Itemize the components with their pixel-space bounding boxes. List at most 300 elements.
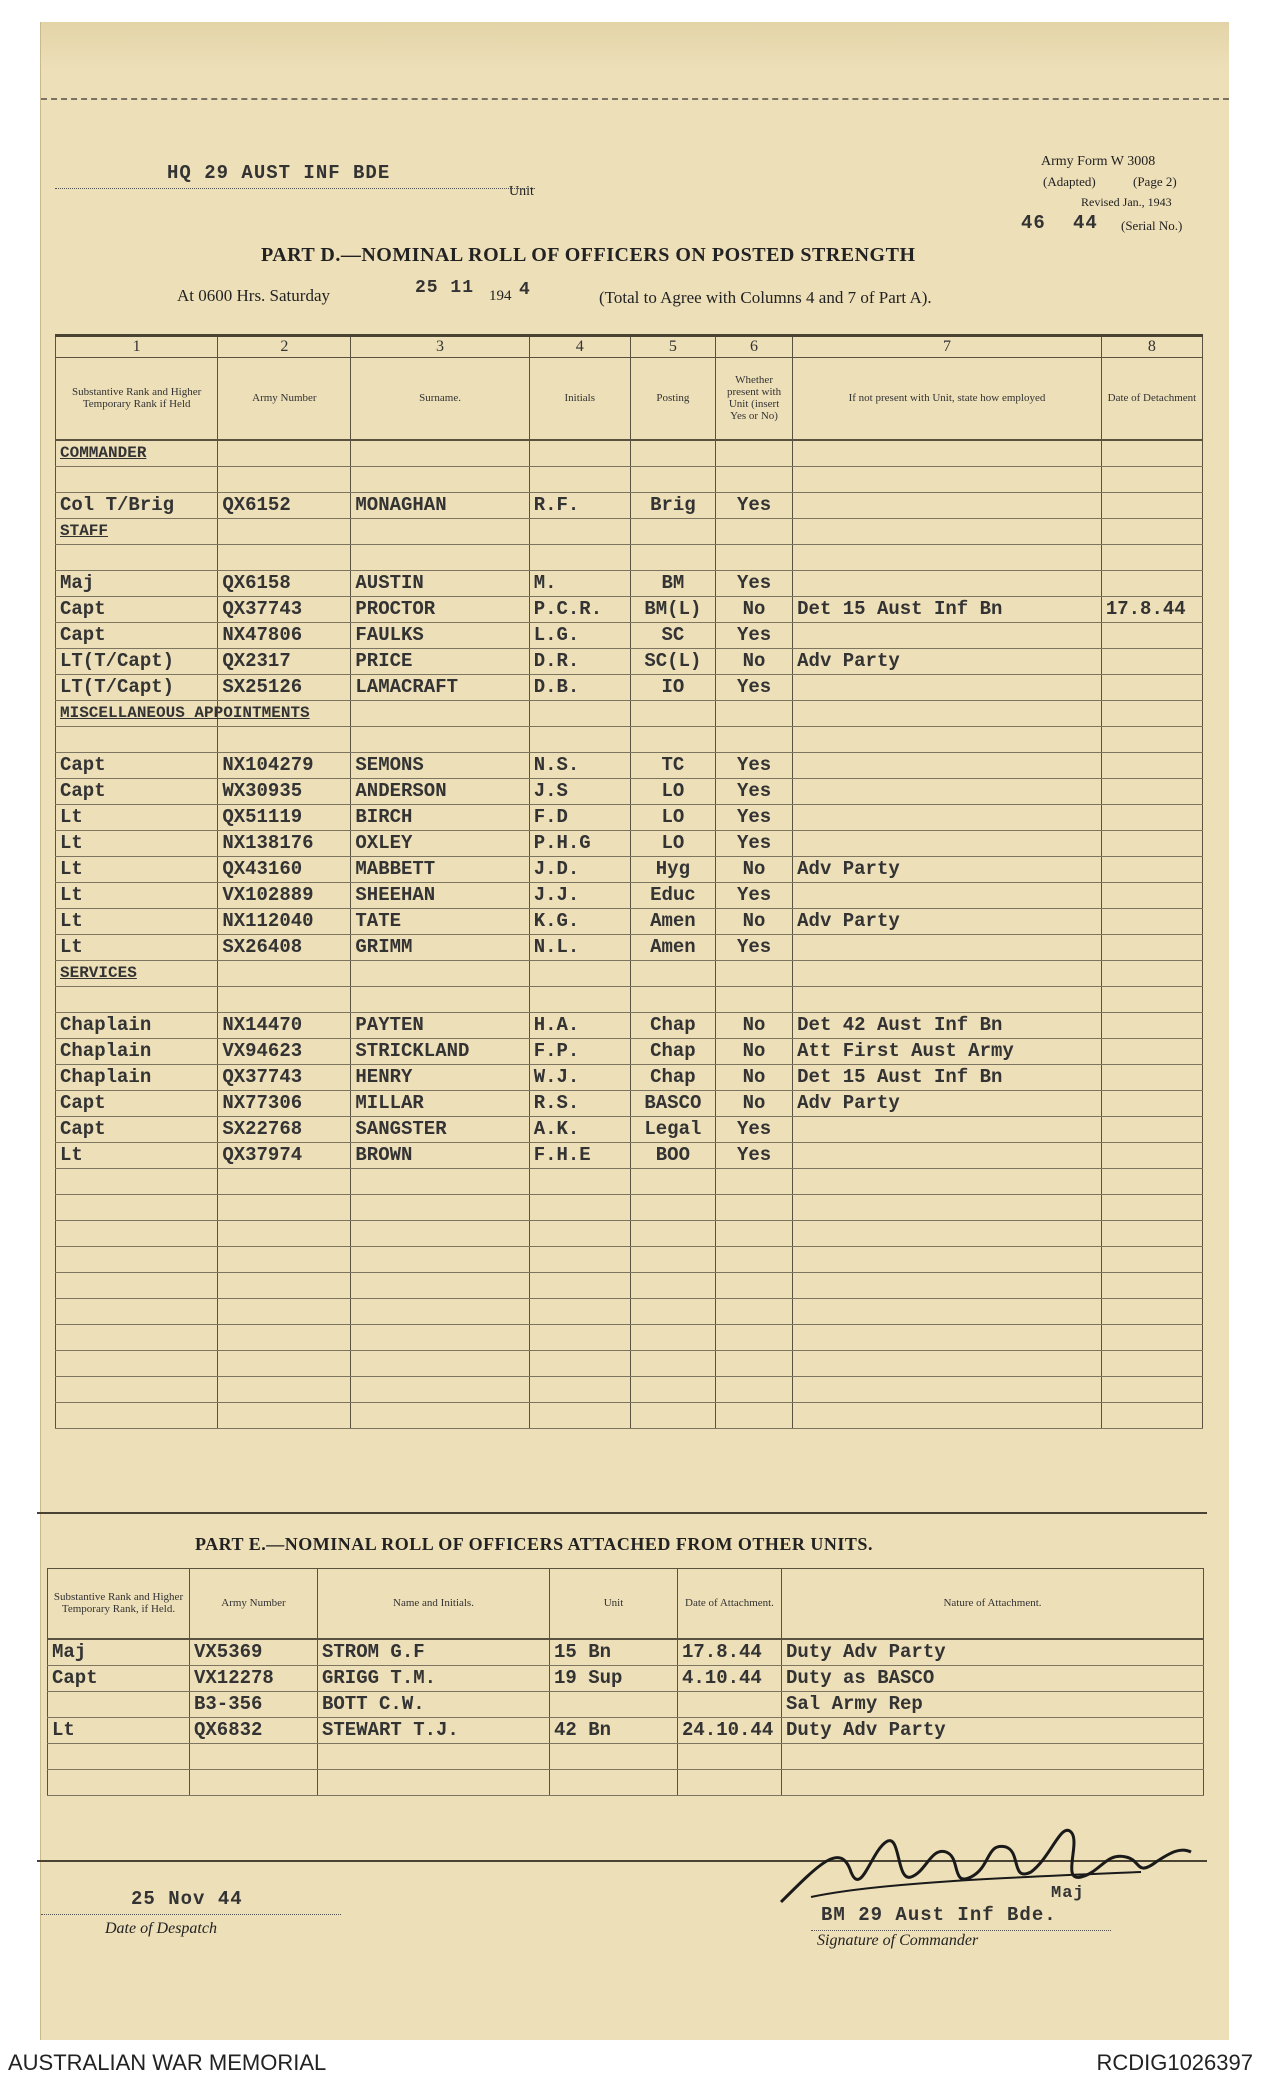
table-cell: LO (630, 804, 715, 830)
table-row (56, 986, 1203, 1012)
serial-number: 46 (1021, 212, 1046, 234)
table-cell: Capt (56, 622, 218, 648)
table-row (56, 648, 1203, 674)
table-cell (529, 1194, 630, 1220)
table-cell: GRIMM (351, 934, 529, 960)
table-row (56, 908, 1203, 934)
table-row (48, 1717, 1204, 1743)
table-cell (218, 726, 351, 752)
table-cell: NX138176 (218, 830, 351, 856)
table-cell (793, 804, 1102, 830)
table-cell: NX104279 (218, 752, 351, 778)
table-cell: Capt (48, 1665, 190, 1691)
table-cell (351, 1246, 529, 1272)
table-cell (793, 622, 1102, 648)
table-cell (793, 1220, 1102, 1246)
table-row (56, 726, 1203, 752)
table-cell: Capt (56, 596, 218, 622)
table-cell: Lt (56, 856, 218, 882)
table-cell: TATE (351, 908, 529, 934)
table-cell (1101, 1064, 1202, 1090)
table-cell: Det 15 Aust Inf Bn (793, 596, 1102, 622)
table-cell: QX2317 (218, 648, 351, 674)
table-cell: LT(T/Capt) (56, 648, 218, 674)
table-row (56, 1298, 1203, 1324)
table-cell: BM (630, 570, 715, 596)
table-cell: No (715, 1038, 792, 1064)
table-cell: K.G. (529, 908, 630, 934)
table-cell (56, 1246, 218, 1272)
footer-source: AUSTRALIAN WAR MEMORIAL (8, 2050, 327, 2075)
partE-header-cell: Name and Initials. (318, 1569, 550, 1639)
unit-label: Unit (509, 184, 534, 199)
table-cell: QX43160 (218, 856, 351, 882)
table-cell: COMMANDER (56, 440, 218, 467)
table-cell (1101, 1168, 1202, 1194)
table-cell: Yes (715, 778, 792, 804)
table-cell (351, 1402, 529, 1428)
table-cell (630, 544, 715, 570)
table-cell: Legal (630, 1116, 715, 1142)
table-cell: PRICE (351, 648, 529, 674)
table-row (56, 544, 1203, 570)
table-row (56, 934, 1203, 960)
table-cell (1101, 804, 1202, 830)
col-number: 2 (218, 336, 351, 358)
table-cell: 4.10.44 (678, 1665, 782, 1691)
table-cell: BOO (630, 1142, 715, 1168)
table-cell (793, 1142, 1102, 1168)
table-cell (793, 570, 1102, 596)
table-cell: Capt (56, 1116, 218, 1142)
table-cell (218, 1376, 351, 1402)
table-cell (56, 1298, 218, 1324)
table-cell: Capt (56, 752, 218, 778)
table-cell (218, 1272, 351, 1298)
table-cell (550, 1769, 678, 1795)
table-cell (218, 1402, 351, 1428)
partD-header-cell: If not present with Unit, state how employed (793, 358, 1102, 440)
table-cell: Sal Army Rep (782, 1691, 1204, 1717)
despatch-date: 25 Nov 44 (131, 1888, 243, 1910)
partE-header-cell: Unit (550, 1569, 678, 1639)
table-cell (793, 440, 1102, 467)
partE-header-cell: Army Number (190, 1569, 318, 1639)
table-row (56, 596, 1203, 622)
partD-header-cell: Posting (630, 358, 715, 440)
table-cell: P.C.R. (529, 596, 630, 622)
table-cell (715, 700, 792, 726)
table-cell (1101, 1324, 1202, 1350)
table-row (48, 1691, 1204, 1717)
table-cell (630, 1246, 715, 1272)
table-cell (793, 544, 1102, 570)
table-cell (793, 1402, 1102, 1428)
table-cell (56, 1220, 218, 1246)
table-cell: Det 15 Aust Inf Bn (793, 1064, 1102, 1090)
table-cell (793, 1272, 1102, 1298)
table-cell: Yes (715, 492, 792, 518)
table-cell (351, 700, 529, 726)
table-cell (1101, 466, 1202, 492)
table-cell: Yes (715, 622, 792, 648)
table-cell (630, 1194, 715, 1220)
table-cell: QX6158 (218, 570, 351, 596)
table-row (56, 804, 1203, 830)
table-cell (529, 518, 630, 544)
partE-header-cell: Substantive Rank and Higher Temporary Rank, if Held. (48, 1569, 190, 1639)
table-cell (793, 960, 1102, 986)
table-cell: 15 Bn (550, 1639, 678, 1666)
table-cell: F.D (529, 804, 630, 830)
table-cell (715, 1168, 792, 1194)
table-cell (630, 1168, 715, 1194)
table-cell: L.G. (529, 622, 630, 648)
table-cell: FAULKS (351, 622, 529, 648)
partD-year: 4 (519, 280, 531, 300)
table-cell: QX37743 (218, 596, 351, 622)
table-cell (56, 1376, 218, 1402)
table-cell: WX30935 (218, 778, 351, 804)
table-cell (318, 1743, 550, 1769)
table-row (56, 1246, 1203, 1272)
table-cell: F.H.E (529, 1142, 630, 1168)
unit-name: HQ 29 AUST INF BDE (167, 162, 391, 184)
table-cell (630, 1272, 715, 1298)
partD-header-cell: Date of Detachment (1101, 358, 1202, 440)
table-row (56, 440, 1203, 467)
table-cell: Duty Adv Party (782, 1717, 1204, 1743)
table-cell: Hyg (630, 856, 715, 882)
table-cell (630, 1220, 715, 1246)
table-cell: Lt (56, 934, 218, 960)
table-cell (351, 986, 529, 1012)
table-cell (1101, 492, 1202, 518)
commander-title: BM 29 Aust Inf Bde. (821, 1904, 1057, 1926)
table-cell (715, 544, 792, 570)
table-cell: No (715, 1064, 792, 1090)
table-row (56, 1324, 1203, 1350)
table-cell (793, 700, 1102, 726)
table-cell (218, 986, 351, 1012)
table-row (56, 1012, 1203, 1038)
partD-date: 25 11 (415, 278, 475, 298)
table-cell (351, 1324, 529, 1350)
table-cell (715, 1402, 792, 1428)
table-cell (550, 1691, 678, 1717)
table-cell: Yes (715, 804, 792, 830)
table-cell: J.S (529, 778, 630, 804)
table-cell (793, 1194, 1102, 1220)
footer-id: RCDIG1026397 (1096, 2050, 1253, 2075)
partD-header-cell: Substantive Rank and Higher Temporary Rank if Held (56, 358, 218, 440)
table-cell (1101, 622, 1202, 648)
table-cell (56, 544, 218, 570)
table-cell: Det 42 Aust Inf Bn (793, 1012, 1102, 1038)
partD-at-label: At 0600 Hrs. Saturday (177, 286, 330, 305)
table-cell (793, 1168, 1102, 1194)
table-row (48, 1665, 1204, 1691)
table-cell: NX14470 (218, 1012, 351, 1038)
serial-label: (Serial No.) (1121, 218, 1183, 233)
table-cell: Chap (630, 1038, 715, 1064)
table-cell: OXLEY (351, 830, 529, 856)
table-cell (715, 1350, 792, 1376)
table-cell (630, 726, 715, 752)
table-cell (529, 1402, 630, 1428)
table-cell (1101, 934, 1202, 960)
table-cell (793, 1246, 1102, 1272)
table-row (56, 1064, 1203, 1090)
table-row (56, 1272, 1203, 1298)
table-cell (782, 1769, 1204, 1795)
unit-line (55, 188, 535, 189)
table-cell (793, 518, 1102, 544)
table-cell (793, 830, 1102, 856)
table-cell: MONAGHAN (351, 492, 529, 518)
commander-rank: Maj (1051, 1884, 1085, 1903)
table-cell: STAFF (56, 518, 218, 544)
table-cell: Yes (715, 934, 792, 960)
table-cell (218, 466, 351, 492)
table-row (56, 492, 1203, 518)
table-cell: Duty as BASCO (782, 1665, 1204, 1691)
table-cell: GRIGG T.M. (318, 1665, 550, 1691)
table-cell: Yes (715, 1116, 792, 1142)
table-cell (1101, 1350, 1202, 1376)
partE-header-cell: Nature of Attachment. (782, 1569, 1204, 1639)
table-cell (1101, 960, 1202, 986)
footer-bar (0, 2042, 1261, 2082)
table-row (56, 1116, 1203, 1142)
table-cell: Chap (630, 1012, 715, 1038)
table-cell: IO (630, 674, 715, 700)
table-cell (351, 1194, 529, 1220)
table-cell (793, 778, 1102, 804)
table-cell (351, 726, 529, 752)
perforation-line (41, 98, 1229, 100)
table-row (56, 1220, 1203, 1246)
table-cell: Adv Party (793, 856, 1102, 882)
table-cell: J.D. (529, 856, 630, 882)
table-cell: Amen (630, 934, 715, 960)
table-cell (715, 518, 792, 544)
table-cell (56, 1168, 218, 1194)
table-cell: Capt (56, 778, 218, 804)
table-cell: H.A. (529, 1012, 630, 1038)
despatch-line (41, 1914, 341, 1915)
table-cell: QX37974 (218, 1142, 351, 1168)
table-cell: W.J. (529, 1064, 630, 1090)
table-cell: N.L. (529, 934, 630, 960)
table-cell (1101, 518, 1202, 544)
table-cell: R.F. (529, 492, 630, 518)
table-cell (630, 1350, 715, 1376)
table-cell: VX5369 (190, 1639, 318, 1666)
table-cell (56, 1324, 218, 1350)
table-cell: SC (630, 622, 715, 648)
table-cell (218, 1350, 351, 1376)
table-cell (793, 1350, 1102, 1376)
table-cell (782, 1743, 1204, 1769)
table-cell: Duty Adv Party (782, 1639, 1204, 1666)
table-row (48, 1743, 1204, 1769)
table-cell: BOTT C.W. (318, 1691, 550, 1717)
table-cell (1101, 648, 1202, 674)
table-row (56, 1194, 1203, 1220)
table-cell: Lt (48, 1717, 190, 1743)
table-cell (793, 986, 1102, 1012)
table-cell (56, 1194, 218, 1220)
table-cell (351, 960, 529, 986)
table-cell (715, 1376, 792, 1402)
col-number: 3 (351, 336, 529, 358)
table-row (56, 1142, 1203, 1168)
table-row (48, 1639, 1204, 1666)
table-cell: HENRY (351, 1064, 529, 1090)
table-cell (1101, 778, 1202, 804)
table-cell (56, 1350, 218, 1376)
table-cell (48, 1691, 190, 1717)
signature-label: Signature of Commander (817, 1932, 979, 1949)
table-cell: 19 Sup (550, 1665, 678, 1691)
table-cell: BROWN (351, 1142, 529, 1168)
form-page: (Page 2) (1133, 174, 1177, 189)
table-cell: QX51119 (218, 804, 351, 830)
table-cell: BASCO (630, 1090, 715, 1116)
table-cell (1101, 570, 1202, 596)
table-cell (630, 960, 715, 986)
table-cell (218, 1324, 351, 1350)
table-cell: D.R. (529, 648, 630, 674)
table-cell (793, 882, 1102, 908)
table-row (56, 570, 1203, 596)
table-cell: SANGSTER (351, 1116, 529, 1142)
table-cell (1101, 1298, 1202, 1324)
table-cell (678, 1743, 782, 1769)
table-cell (715, 986, 792, 1012)
col-number: 6 (715, 336, 792, 358)
table-cell (1101, 544, 1202, 570)
col-number: 5 (630, 336, 715, 358)
table-cell (1101, 986, 1202, 1012)
table-cell: LAMACRAFT (351, 674, 529, 700)
table-cell (218, 960, 351, 986)
table-cell: Capt (56, 1090, 218, 1116)
table-cell (351, 466, 529, 492)
table-cell (1101, 700, 1202, 726)
table-cell: Att First Aust Army (793, 1038, 1102, 1064)
table-cell: J.J. (529, 882, 630, 908)
table-cell (218, 1194, 351, 1220)
table-cell: R.S. (529, 1090, 630, 1116)
table-cell: 17.8.44 (1101, 596, 1202, 622)
table-cell (529, 700, 630, 726)
table-cell (529, 960, 630, 986)
table-cell (715, 1324, 792, 1350)
partD-year-prefix: 194 (489, 288, 512, 304)
table-row (48, 1769, 1204, 1795)
table-row (56, 752, 1203, 778)
table-cell: SX22768 (218, 1116, 351, 1142)
table-cell (630, 1324, 715, 1350)
table-cell: MISCELLANEOUS APPOINTMENTS (56, 700, 218, 726)
table-cell (1101, 1246, 1202, 1272)
table-cell (351, 1272, 529, 1298)
table-cell (793, 934, 1102, 960)
table-cell: 17.8.44 (678, 1639, 782, 1666)
table-cell (529, 726, 630, 752)
signature-line (811, 1930, 1111, 1931)
serial-year: 44 (1073, 212, 1098, 234)
form-title: Army Form W 3008 (1041, 154, 1156, 169)
table-cell (1101, 1116, 1202, 1142)
table-cell (630, 440, 715, 467)
table-cell: Adv Party (793, 908, 1102, 934)
table-cell (218, 1246, 351, 1272)
partD-header-cell: Initials (529, 358, 630, 440)
table-cell (630, 1402, 715, 1428)
table-cell: QX6152 (218, 492, 351, 518)
table-row (56, 1090, 1203, 1116)
table-cell (1101, 882, 1202, 908)
table-cell: Chaplain (56, 1012, 218, 1038)
table-cell (1101, 1194, 1202, 1220)
table-cell (351, 1168, 529, 1194)
table-cell (218, 544, 351, 570)
table-cell: PROCTOR (351, 596, 529, 622)
table-cell (715, 1220, 792, 1246)
table-cell (56, 726, 218, 752)
table-cell (351, 1376, 529, 1402)
table-cell (715, 1246, 792, 1272)
table-cell (1101, 726, 1202, 752)
table-cell (1101, 1142, 1202, 1168)
table-cell: M. (529, 570, 630, 596)
table-cell (1101, 1272, 1202, 1298)
table-row (56, 466, 1203, 492)
table-cell (715, 1194, 792, 1220)
table-cell (218, 1298, 351, 1324)
table-cell: Yes (715, 674, 792, 700)
document-sheet (40, 22, 1229, 2040)
table-row (56, 622, 1203, 648)
table-cell: Amen (630, 908, 715, 934)
table-cell: MILLAR (351, 1090, 529, 1116)
table-cell: LT(T/Capt) (56, 674, 218, 700)
table-cell (793, 726, 1102, 752)
table-cell (529, 1246, 630, 1272)
table-cell: No (715, 648, 792, 674)
partD-header-cell: Surname. (351, 358, 529, 440)
table-cell (318, 1769, 550, 1795)
table-cell: Lt (56, 804, 218, 830)
table-cell: LO (630, 778, 715, 804)
table-cell: SX26408 (218, 934, 351, 960)
table-row (56, 882, 1203, 908)
col-number: 7 (793, 336, 1102, 358)
table-cell (190, 1769, 318, 1795)
table-cell: Col T/Brig (56, 492, 218, 518)
table-cell: Chaplain (56, 1038, 218, 1064)
table-cell (1101, 908, 1202, 934)
table-cell (793, 674, 1102, 700)
table-cell (48, 1743, 190, 1769)
table-row (56, 830, 1203, 856)
table-cell: 42 Bn (550, 1717, 678, 1743)
table-cell (678, 1769, 782, 1795)
table-cell: VX94623 (218, 1038, 351, 1064)
